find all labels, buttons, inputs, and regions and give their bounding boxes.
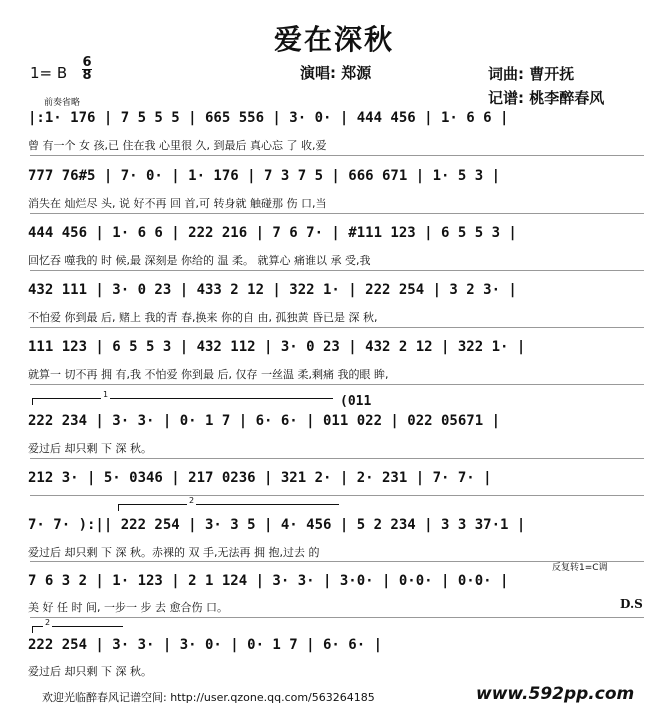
score-row-5-notes: 111 123 | 6 5 5 3 | 432 112 | 3· 0 23 | 432 2 12 | 322 1· | <box>28 339 526 355</box>
footer-text: 欢迎光临醉春风记谱空间: http://user.qzone.qq.com/563264185 <box>42 691 375 704</box>
key-signature: 1= B <box>30 64 68 82</box>
volta-2-label: 2 <box>189 496 195 505</box>
row-divider <box>30 213 644 214</box>
score-row-1-lyrics: 曾 有一个 女 孩,已 住在我 心里很 久, 到最后 真心忘 了 收,爱 <box>28 139 327 152</box>
time-bottom: 8 <box>82 68 92 83</box>
score-row-3-notes: 444 456 | 1· 6 6 | 222 216 | 7 6 7· | #111 123 | 6 5 5 3 | <box>28 225 517 241</box>
repeat-note: 反复转1=C调 <box>552 563 608 573</box>
volta-2b-label: 2 <box>45 618 51 627</box>
score-row-6-lyrics: 爱过后 却只剩 下 深 秋。 <box>28 442 152 455</box>
site-brand: www.592pp.com <box>476 684 635 704</box>
score-row-8-lyrics: 爱过后 却只剩 下 深 秋。赤裸的 双 手,无法再 拥 抱,过去 的 <box>28 546 320 559</box>
score-row-4-lyrics: 不怕爱 你到最 后, 赌上 我的青 春,换来 你的自 由, 孤独黄 昏已是 深 秋, <box>28 311 378 324</box>
volta-1-label: 1 <box>103 390 109 399</box>
volta-2b-bracket <box>32 618 123 633</box>
row-divider <box>30 270 644 271</box>
score-row-2-lyrics: 消失在 灿烂尽 头, 说 好不再 回 首,可 转身就 触碰那 伤 口,当 <box>28 197 327 210</box>
score-row-6-extra: (011 <box>340 394 372 409</box>
score-row-6-notes: 222 234 | 3· 3· | 0· 1 7 | 6· 6· | 011 022 | 022 05671 | <box>28 413 501 429</box>
score-row-5-lyrics: 就算一 切不再 拥 有,我 不怕爱 你到最 后, 仅存 一丝温 柔,剩痛 我的眼 眸, <box>28 368 389 381</box>
row-divider <box>30 155 644 156</box>
ds-marking: D.S <box>620 597 643 611</box>
score-row-2-notes: 777 76#5 | 7· 0· | 1· 176 | 7 3 7 5 | 666 671 | 1· 5 3 | <box>28 168 501 184</box>
row-divider <box>30 384 644 385</box>
score-row-7-notes: 212 3· | 5· 0346 | 217 0236 | 321 2· | 2· 231 | 7· 7· | <box>28 470 492 486</box>
time-signature <box>82 57 92 82</box>
score-row-1-notes: |:1· 176 | 7 5 5 5 | 665 556 | 3· 0· | 444 456 | 1· 6 6 | <box>28 110 509 126</box>
prelude-note: 前奏省略 <box>44 98 81 108</box>
row-divider <box>30 617 644 618</box>
singer: 演唱: 郑源 <box>300 64 372 82</box>
score-row-10-lyrics: 爱过后 却只剩 下 深 秋。 <box>28 665 152 678</box>
row-divider <box>30 495 644 496</box>
credits <box>488 62 604 110</box>
row-divider <box>30 327 644 328</box>
row-divider <box>30 458 644 459</box>
time-top: 6 <box>82 55 92 70</box>
transcriber: 记谱: 桃李醉春风 <box>488 89 605 107</box>
score-row-3-lyrics: 回忆吞 噬我的 时 候,最 深刻是 你给的 温 柔。 就算心 痛谁以 承 受,我 <box>28 254 371 267</box>
volta-1-bracket <box>32 390 333 405</box>
volta-2-bracket <box>118 496 339 511</box>
score-row-4-notes: 432 111 | 3· 0 23 | 433 2 12 | 322 1· | 222 254 | 3 2 3· | <box>28 282 517 298</box>
score-row-8-notes: 7· 7· ):|| 222 254 | 3· 3 5 | 4· 456 | 5 2 234 | 3 3 37·1 | <box>28 517 526 533</box>
score-row-10-notes: 222 254 | 3· 3· | 3· 0· | 0· 1 7 | 6· 6· | <box>28 637 383 653</box>
song-title: 爱在深秋 <box>273 23 394 56</box>
score-row-9-lyrics: 美 好 任 时 间, 一步一 步 去 愈合伤 口。 <box>28 601 228 614</box>
score-row-9-notes: 7 6 3 2 | 1· 123 | 2 1 124 | 3· 3· | 3·0· | 0·0· | 0·0· | <box>28 573 509 589</box>
composer: 词曲: 曹开抚 <box>488 65 575 83</box>
